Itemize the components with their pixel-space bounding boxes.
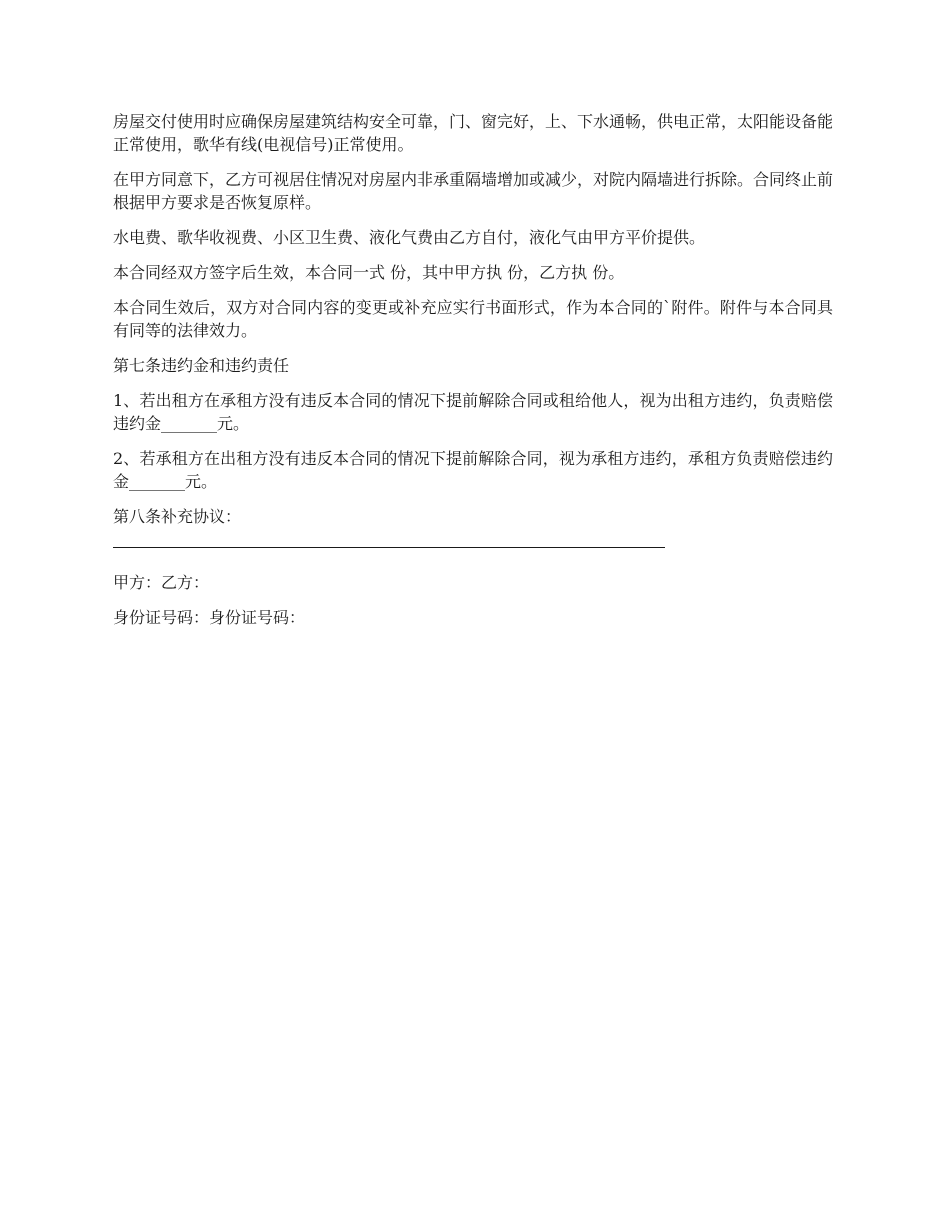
signature-id-numbers: 身份证号码：身份证号码： <box>113 608 306 627</box>
signature-parties: 甲方：乙方： <box>113 573 210 592</box>
clause-utility-fees: 水电费、歌华收视费、小区卫生费、液化气费由乙方自付，液化气由甲方平价提供。 <box>113 228 706 247</box>
clause-delivery-conditions: 房屋交付使用时应确保房屋建筑结构安全可靠，门、窗完好，上、下水通畅，供电正常，太阳能设备能正常使用，歌华有线(电视信号)正常使用。 <box>113 112 834 154</box>
section-heading-article-8: 第八条补充协议： <box>113 507 242 526</box>
supplementary-agreement-blank-line <box>113 547 665 548</box>
document-page <box>113 110 833 641</box>
clause-lessee-breach: 2、若承租方在出租方没有违反本合同的情况下提前解除合同，视为承租方违约，承租方负责赔偿违约金_______元。 <box>113 449 833 491</box>
clause-lessor-breach: 1、若出租方在承租方没有违反本合同的情况下提前解除合同或租给他人，视为出租方违约，负责赔偿违约金_______元。 <box>113 391 833 433</box>
clause-partition-walls: 在甲方同意下，乙方可视居住情况对房屋内非承重隔墙增加或减少，对院内隔墙进行拆除。合同终止前根据甲方要求是否恢复原样。 <box>113 170 834 212</box>
clause-effectiveness: 本合同经双方签字后生效，本合同一式 份，其中甲方执 份，乙方执 份。 <box>113 263 625 282</box>
clause-amendments: 本合同生效后，双方对合同内容的变更或补充应实行书面形式，作为本合同的`附件。附件与本合同具有同等的法律效力。 <box>113 298 833 340</box>
section-heading-article-7: 第七条违约金和违约责任 <box>113 356 290 375</box>
